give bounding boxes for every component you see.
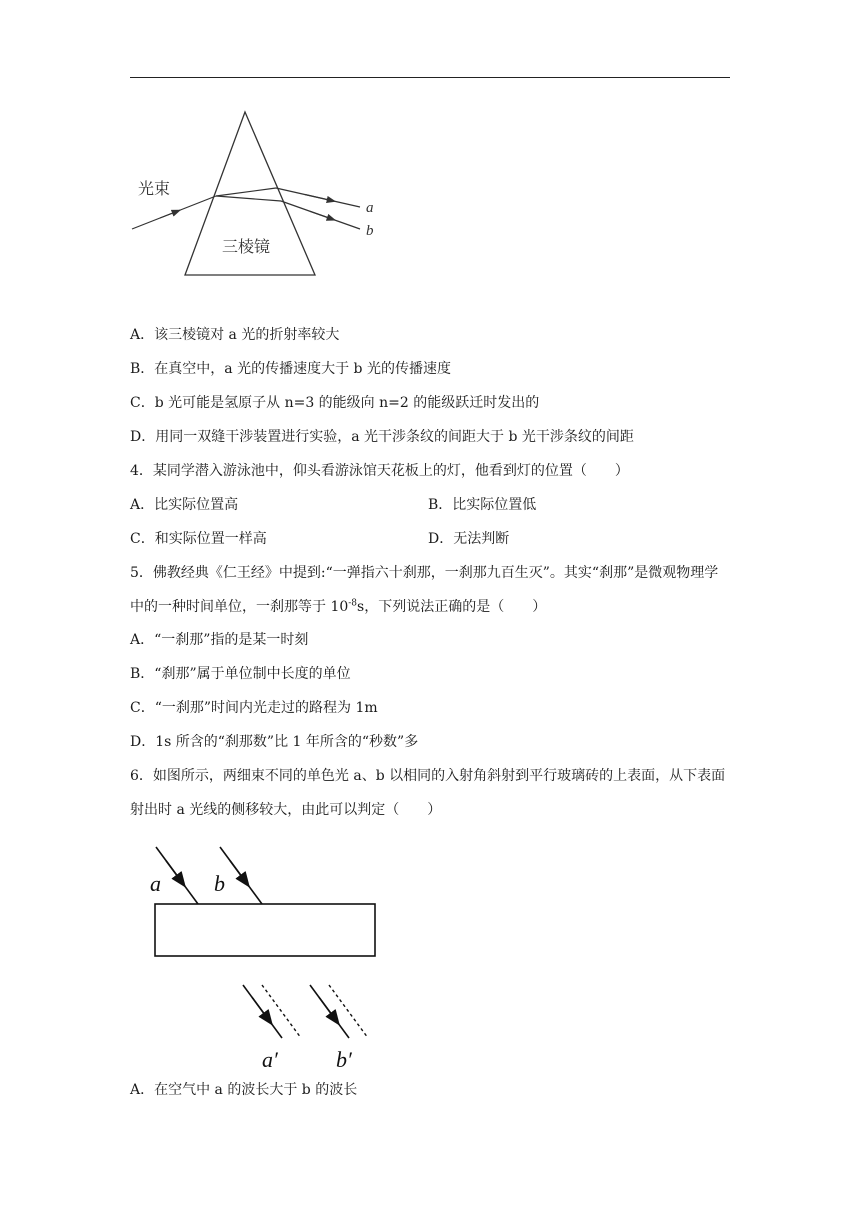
ray-inside-a xyxy=(216,188,276,196)
q6-option-a: A．在空气中 a 的波长大于 b 的波长 xyxy=(130,1082,358,1098)
glass-slab xyxy=(155,904,375,956)
q5-option-c: C．“一刹那”时间内光走过的路程为 1m xyxy=(130,700,378,716)
incident-label-b: b xyxy=(214,871,225,896)
q5-option-a: A．“一刹那”指的是某一时刻 xyxy=(130,632,309,648)
beam-label: 光束 xyxy=(138,181,171,198)
q4-option-c: C．和实际位置一样高 xyxy=(130,531,267,547)
prism-figure xyxy=(125,105,385,280)
exit-label-b: b′ xyxy=(336,1047,352,1072)
ray-inside-b xyxy=(216,196,281,201)
q5-option-d: D．1s 所含的“刹那数”比 1 年所含的“秒数”多 xyxy=(130,734,419,750)
q4-option-b: B．比实际位置低 xyxy=(428,497,537,513)
reference-dash-a xyxy=(262,985,301,1038)
q5-option-b: B．“刹那”属于单位制中长度的单位 xyxy=(130,666,351,682)
incident-arrow-b xyxy=(230,861,249,887)
q4-stem: 4．某同学潜入游泳池中，仰头看游泳馆天花板上的灯，他看到灯的位置（ ） xyxy=(130,463,629,479)
prism-label: 三棱镜 xyxy=(222,239,271,256)
glass-slab-figure xyxy=(140,840,390,1075)
incident-arrow-a xyxy=(166,861,185,887)
header-rule xyxy=(130,77,730,78)
q5-stem-text: 5．佛教经典《仁王经》中提到:“一弹指六十刹那，一刹那九百生灭”。其实“刹那”是微观物理学中的一种时间单位，一刹那等于 10 xyxy=(130,565,719,615)
q3-option-b: B．在真空中，a 光的传播速度大于 b 光的传播速度 xyxy=(130,361,451,377)
reference-dash-b xyxy=(329,985,368,1038)
ray-b-arrow xyxy=(310,211,335,220)
exit-arrow-a xyxy=(252,997,272,1024)
ray-a-label: a xyxy=(366,200,374,216)
incident-label-a: a xyxy=(150,871,161,896)
ray-a-arrow xyxy=(305,195,335,202)
incident-arrow xyxy=(160,210,180,218)
q3-option-d: D．用同一双缝干涉装置进行实验，a 光干涉条纹的间距大于 b 光干涉条纹的间距 xyxy=(130,429,634,445)
exit-arrow-b xyxy=(319,997,339,1024)
q5-exponent: -8 xyxy=(348,598,358,609)
q6-stem: 6．如图所示，两细束不同的单色光 a、b 以相同的入射角斜射到平行玻璃砖的上表面，从下表面射出时 a 光线的侧移较大，由此可以判定（ ） xyxy=(130,768,726,818)
ray-b-label: b xyxy=(366,223,374,239)
q3-option-a: A．该三棱镜对 a 光的折射率较大 xyxy=(130,327,340,343)
q4-option-d: D．无法判断 xyxy=(428,531,510,547)
exit-label-a: a′ xyxy=(262,1047,278,1072)
q4-option-a: A．比实际位置高 xyxy=(130,497,239,513)
q5-stem-tail: s，下列说法正确的是（ ） xyxy=(357,599,547,615)
q5-stem xyxy=(130,556,732,624)
q3-option-c: C．b 光可能是氢原子从 n=3 的能级向 n=2 的能级跃迁时发出的 xyxy=(130,395,540,411)
